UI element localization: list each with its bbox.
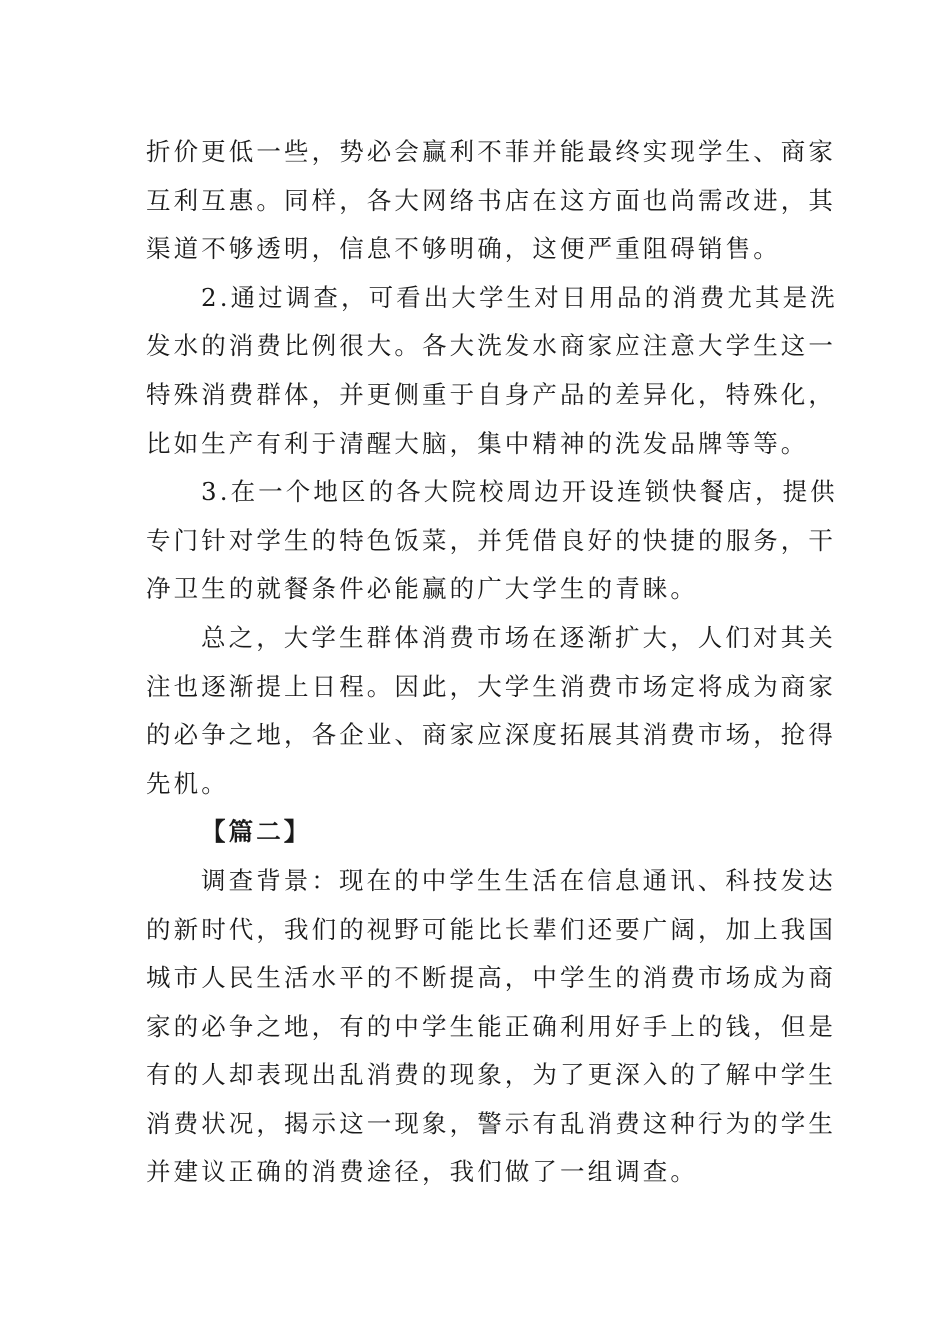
paragraph — [146, 614, 836, 808]
text-line: 并建议正确的消费途径，我们做了一组调查。 — [146, 1157, 698, 1187]
text-line: 城市人民生活水平的不断提高，中学生的消费市场成为商 — [146, 963, 836, 993]
text-line: 有的人却表现出乱消费的现象，为了更深入的了解中学生 — [146, 1060, 836, 1090]
paragraph — [146, 128, 836, 274]
paragraph — [146, 468, 838, 614]
text-line: 调查背景：现在的中学生生活在信息通讯、科技发达 — [201, 865, 836, 895]
section-title: 【篇二】 — [201, 817, 312, 847]
text-line: 的新时代，我们的视野可能比长辈们还要广阔，加上我国 — [146, 914, 836, 944]
text-line: 3.在一个地区的各大院校周边开设连锁快餐店，提供 — [201, 477, 838, 507]
text-line: 消费状况，揭示这一现象，警示有乱消费这种行为的学生 — [146, 1108, 836, 1138]
text-line: 2.通过调查，可看出大学生对日用品的消费尤其是洗 — [201, 282, 838, 312]
text-line: 互利互惠。同样，各大网络书店在这方面也尚需改进，其 — [146, 185, 836, 215]
paragraph — [146, 274, 838, 468]
text-line: 家的必争之地，有的中学生能正确利用好手上的钱，但是 — [146, 1011, 836, 1041]
section-heading — [146, 808, 806, 857]
text-line: 专门针对学生的特色饭菜，并凭借良好的快捷的服务，干 — [146, 525, 836, 555]
text-line: 总之，大学生群体消费市场在逐渐扩大，人们对其关 — [201, 622, 836, 652]
text-line: 特殊消费群体，并更侧重于自身产品的差异化，特殊化， — [146, 379, 836, 409]
text-line: 的必争之地，各企业、商家应深度拓展其消费市场，抢得 — [146, 720, 836, 750]
text-line: 比如生产有利于清醒大脑，集中精神的洗发品牌等等。 — [146, 428, 809, 458]
document-body — [146, 128, 838, 1197]
text-line: 发水的消费比例很大。各大洗发水商家应注意大学生这一 — [146, 331, 836, 361]
paragraph — [146, 857, 836, 1197]
text-line: 注也逐渐提上日程。因此，大学生消费市场定将成为商家 — [146, 671, 836, 701]
text-line: 折价更低一些，势必会赢利不菲并能最终实现学生、商家 — [146, 137, 836, 166]
text-line: 先机。 — [146, 768, 229, 798]
text-line: 净卫生的就餐条件必能赢的广大学生的青睐。 — [146, 574, 698, 604]
text-line: 渠道不够透明，信息不够明确，这便严重阻碍销售。 — [146, 234, 781, 264]
